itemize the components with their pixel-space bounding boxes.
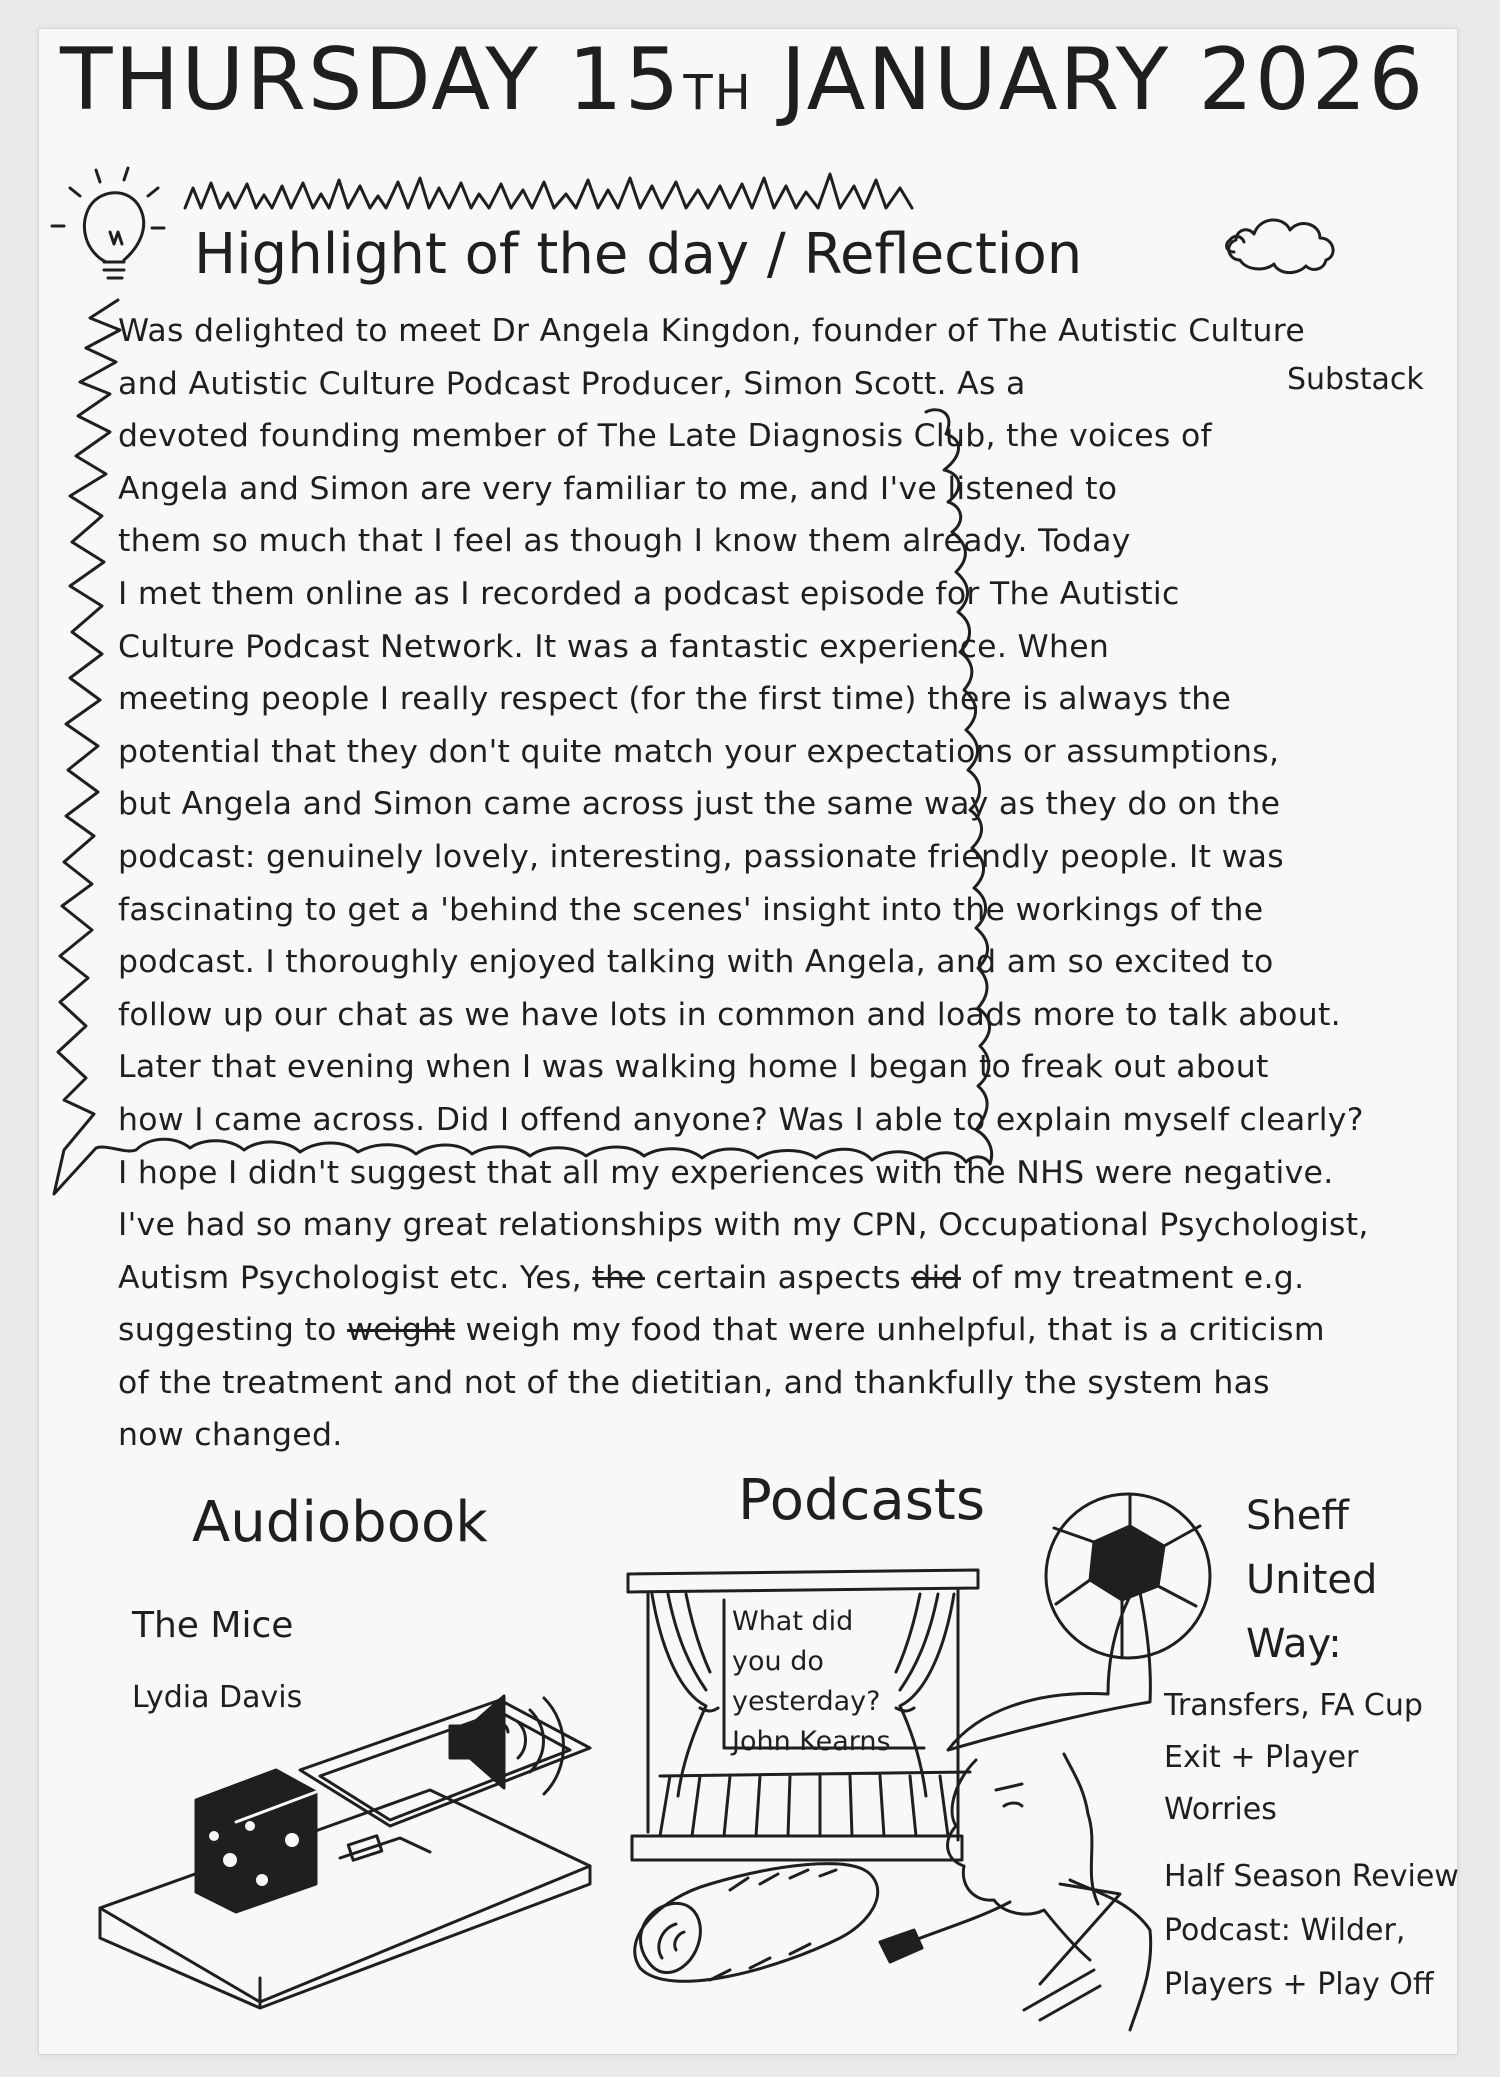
reflection-line: them so much that I feel as though I know them already. Today bbox=[118, 523, 1131, 560]
football-review bbox=[1164, 1850, 1459, 2012]
year: 2026 bbox=[1198, 30, 1426, 130]
reflection-line bbox=[118, 1304, 1418, 1357]
text-fragment: Autism Psychologist etc. Yes, bbox=[118, 1259, 582, 1296]
football-topics-line: Exit + Player bbox=[1164, 1740, 1359, 1775]
podcast-episode-line: What did bbox=[732, 1606, 854, 1637]
reflection-line: devoted founding member of The Late Diagnosis Club, the voices of bbox=[118, 418, 1212, 455]
text-fragment: weigh my food that were unhelpful, that is a criticism bbox=[465, 1312, 1325, 1349]
mousetrap-drawing bbox=[100, 1700, 590, 2008]
podcast-episode-line: you do bbox=[732, 1646, 824, 1677]
reflection-line bbox=[118, 1252, 1418, 1305]
reflection-line: I hope I didn't suggest that all my experiences with the NHS were negative. bbox=[118, 1154, 1334, 1191]
reflection-line: now changed. bbox=[118, 1417, 343, 1454]
football-heading bbox=[1246, 1484, 1377, 1676]
audiobook-author: Lydia Davis bbox=[132, 1680, 303, 1715]
struck-word: weight bbox=[347, 1312, 456, 1349]
football-icon bbox=[1046, 1494, 1210, 1658]
reflection-line: fascinating to get a 'behind the scenes' insight into the workings of the bbox=[118, 891, 1264, 928]
lightbulb-icon bbox=[52, 168, 164, 278]
football-heading-line: Way: bbox=[1246, 1621, 1342, 1667]
football-heading-line: Sheff bbox=[1246, 1493, 1349, 1539]
audiobook-title: The Mice bbox=[132, 1605, 294, 1646]
grass-doodle bbox=[185, 174, 912, 208]
text-fragment: certain aspects bbox=[655, 1259, 901, 1296]
football-heading-line: United bbox=[1246, 1557, 1378, 1603]
sausage-roll-drawing bbox=[635, 1864, 878, 1982]
day-number: 15 bbox=[567, 30, 682, 130]
football-topics-line: Worries bbox=[1164, 1792, 1277, 1827]
podcast-episode bbox=[732, 1602, 891, 1762]
audiobook-heading: Audiobook bbox=[192, 1490, 488, 1555]
reflection-line: follow up our chat as we have lots in common and loads more to talk about. bbox=[118, 996, 1341, 1033]
struck-word: the bbox=[592, 1259, 645, 1296]
reflection-line: but Angela and Simon came across just the same way as they do on the bbox=[118, 786, 1281, 823]
struck-word: did bbox=[911, 1259, 961, 1296]
reflection-line: potential that they don't quite match your expectations or assumptions, bbox=[118, 733, 1280, 770]
reflection-line: and Autistic Culture Podcast Producer, Simon Scott. As a bbox=[118, 365, 1026, 402]
reflection-line: Later that evening when I was walking home I began to freak out about bbox=[118, 1049, 1269, 1086]
cloud-icon bbox=[1229, 220, 1333, 273]
reflection-line: podcast. I thoroughly enjoyed talking with Angela, and am so excited to bbox=[118, 944, 1274, 981]
weekday: THURSDAY bbox=[60, 30, 540, 130]
football-review-line: Podcast: Wilder, bbox=[1164, 1913, 1406, 1948]
highlight-title: Highlight of the day / Reflection bbox=[194, 222, 1083, 287]
day-suffix: TH bbox=[683, 65, 753, 121]
reflection-line: podcast: genuinely lovely, interesting, passionate friendly people. It was bbox=[118, 838, 1284, 875]
reflection-line: Angela and Simon are very familiar to me, and I've listened to bbox=[118, 470, 1118, 507]
margin-note-substack: Substack bbox=[1287, 362, 1424, 397]
podcast-episode-line: John Kearns bbox=[732, 1726, 891, 1757]
month: JANUARY bbox=[780, 30, 1171, 130]
reflection-line: I've had so many great relationships with my CPN, Occupational Psychologist, bbox=[118, 1207, 1369, 1244]
podcasts-heading: Podcasts bbox=[738, 1468, 985, 1533]
reflection-line: how I came across. Did I offend anyone? Was I able to explain myself clearly? bbox=[118, 1101, 1364, 1138]
football-review-line: Players + Play Off bbox=[1164, 1967, 1434, 2002]
reflection-line: meeting people I really respect (for the first time) there is always the bbox=[118, 681, 1232, 718]
reflection-line: I met them online as I recorded a podcast episode for The Autistic bbox=[118, 575, 1180, 612]
reflection-line: of the treatment and not of the dietitian, and thankfully the system has bbox=[118, 1364, 1270, 1401]
podcast-episode-line: yesterday? bbox=[732, 1686, 881, 1717]
reflection-line: Culture Podcast Network. It was a fantastic experience. When bbox=[118, 628, 1110, 665]
reflection-line: Was delighted to meet Dr Angela Kingdon, founder of The Autistic Culture bbox=[118, 313, 1306, 349]
text-fragment: of my treatment e.g. bbox=[971, 1259, 1305, 1296]
football-topics bbox=[1164, 1680, 1423, 1836]
reflection-text bbox=[118, 305, 1418, 1462]
text-fragment: suggesting to bbox=[118, 1312, 337, 1349]
football-review-line: Half Season Review bbox=[1164, 1859, 1459, 1894]
football-topics-line: Transfers, FA Cup bbox=[1164, 1688, 1423, 1723]
